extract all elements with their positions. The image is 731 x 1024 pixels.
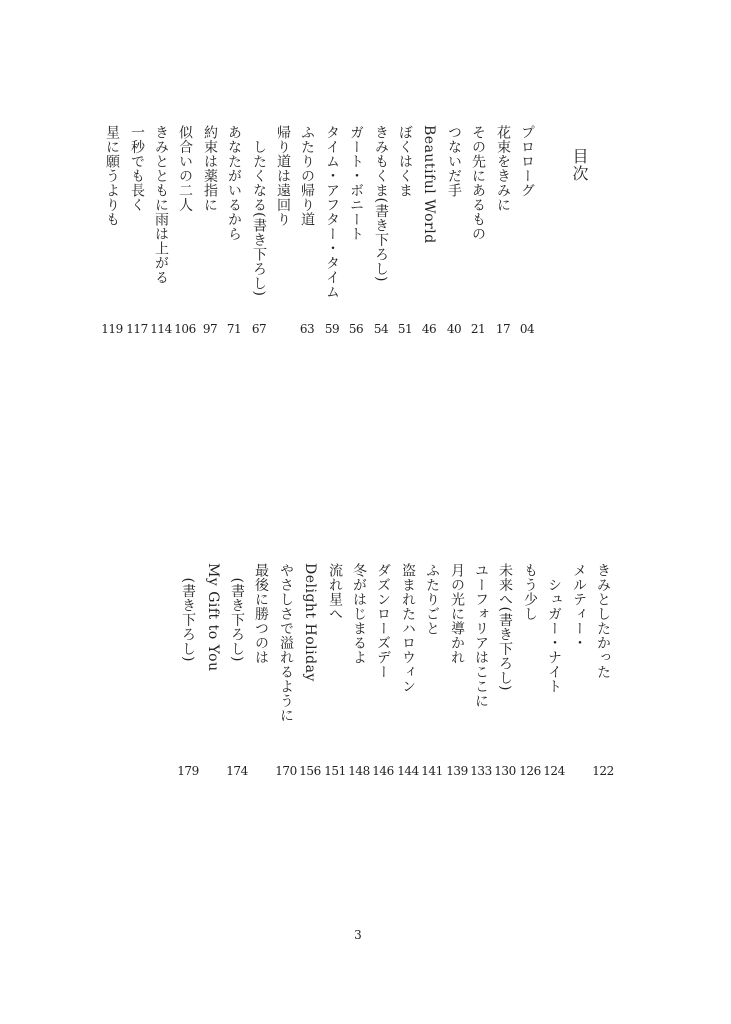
toc-entry-title: ぼくはくま	[397, 125, 413, 198]
toc-entry-page: 51	[397, 322, 413, 336]
toc-entry-title: ふたりごと	[424, 563, 440, 636]
toc-entry	[343, 125, 369, 342]
toc-entry-page: 67	[251, 322, 267, 336]
toc-entry-title: 未来へ(書き下ろし)	[497, 563, 513, 691]
toc-entry-page: 144	[397, 764, 419, 778]
toc-entry	[541, 563, 567, 784]
toc-entry-title: あなたがいるから	[226, 125, 242, 241]
toc-entry	[416, 125, 442, 342]
toc-entry-page: 179	[177, 764, 199, 778]
toc-entry-page: 126	[519, 764, 541, 778]
toc-entry	[294, 125, 320, 342]
toc-entry-title: 最後に勝つのは	[253, 563, 269, 665]
toc-entry	[124, 125, 150, 342]
toc-entry-page: 106	[174, 322, 196, 336]
toc-entry-title: プロローグ	[519, 125, 535, 198]
toc-entry-page: 139	[446, 764, 468, 778]
toc-entry	[514, 125, 540, 342]
toc-entry-page: 21	[470, 322, 486, 336]
toc-entry-page: 146	[372, 764, 394, 778]
toc-entry-title: 盗まれたハロウィン	[400, 563, 416, 694]
toc-entry-title: シュガー・ナイト	[546, 563, 562, 694]
toc-entry	[175, 563, 201, 784]
toc-entry-title: 冬がはじまるよ	[351, 563, 367, 665]
toc-entry-page: 56	[348, 322, 364, 336]
toc-entry-page: 119	[101, 322, 123, 336]
toc-entry	[444, 563, 470, 784]
toc-entry	[297, 563, 323, 784]
toc-entry-title: 月の光に導かれ	[449, 563, 465, 665]
toc-entry	[370, 563, 396, 784]
toc-entry-title: きみとしたかった	[595, 563, 611, 679]
toc-heading: 目次	[570, 148, 589, 182]
toc-entry-title: したくなる(書き下ろし)	[251, 125, 267, 297]
toc-entry	[395, 563, 421, 784]
toc-entry-title: メルティー・	[571, 563, 587, 650]
toc-entry	[441, 125, 467, 342]
toc-entry-title: (書き下ろし)	[180, 563, 196, 662]
toc-entry-page: 156	[299, 764, 321, 778]
toc-entry-title: 流れ星へ	[327, 563, 343, 621]
toc-entry	[419, 563, 445, 784]
toc-entry	[197, 125, 223, 342]
toc-entry-title: もう少し	[522, 563, 538, 621]
toc-entry-title: きみとともに雨は上がる	[153, 125, 169, 285]
toc-entry-page: 148	[348, 764, 370, 778]
toc-entry-page: 71	[226, 322, 242, 336]
toc-entry	[368, 125, 394, 342]
toc-entry-page: 04	[519, 322, 535, 336]
toc-entry-page: 130	[494, 764, 516, 778]
toc-entry-page: 40	[446, 322, 462, 336]
toc-entry	[224, 563, 250, 784]
toc-entry-page: 141	[421, 764, 443, 778]
toc-entry	[172, 125, 198, 342]
toc-entry-title: ユーフォリアはここに	[473, 563, 489, 708]
toc-entry-title: 星に願うよりも	[104, 125, 120, 227]
toc-entry	[566, 563, 592, 784]
toc-entry-title: My Gift to You	[205, 563, 221, 672]
toc-entry-page: 133	[470, 764, 492, 778]
toc-entry	[465, 125, 491, 342]
toc-entry-page: 46	[421, 322, 437, 336]
toc-entry	[492, 563, 518, 784]
toc-entry-title: 花束をきみに	[495, 125, 511, 212]
toc-entry-title: ダズンローズデー	[375, 563, 391, 679]
toc-entry-title: きみもくま(書き下ろし)	[373, 125, 389, 282]
toc-entry	[319, 125, 345, 342]
toc-entry-page: 170	[275, 764, 297, 778]
toc-entry-title: その先にあるもの	[470, 125, 486, 241]
toc-entry-title: ふたりの帰り道	[299, 125, 315, 227]
toc-entry-page: 151	[324, 764, 346, 778]
toc-entry-title: 約束は薬指に	[202, 125, 218, 212]
toc-entry	[248, 563, 274, 784]
toc-entry	[346, 563, 372, 784]
toc-entry-title: 一秒でも長く	[129, 125, 145, 212]
toc-entry-title: やさしさで溢れるように	[278, 563, 294, 723]
toc-entry-page: 114	[150, 322, 172, 336]
toc-entry-page: 63	[299, 322, 315, 336]
toc-entry	[517, 563, 543, 784]
toc-entry-title: 似合いの二人	[177, 125, 193, 212]
toc-entry	[468, 563, 494, 784]
toc-entry-title: 帰り道は遠回り	[275, 125, 291, 227]
toc-entry-title: つないだ手	[446, 125, 462, 198]
toc-entry-page: 59	[324, 322, 340, 336]
toc-entry-page: 54	[373, 322, 389, 336]
toc-entry	[590, 563, 616, 784]
toc-entry-page: 97	[202, 322, 218, 336]
toc-entry-page: 117	[126, 322, 148, 336]
toc-entry	[246, 125, 272, 342]
toc-entry-page: 124	[543, 764, 565, 778]
toc-entry-title: タイム・アフター・タイム	[324, 125, 340, 299]
toc-entry	[148, 125, 174, 342]
toc-entry-title: (書き下ろし)	[229, 563, 245, 662]
toc-entry-page: 17	[495, 322, 511, 336]
toc-entry	[273, 563, 299, 784]
toc-entry	[392, 125, 418, 342]
toc-entry	[99, 125, 125, 342]
toc-entry	[200, 563, 226, 784]
toc-entry-title: Delight Holiday	[302, 563, 318, 682]
toc-entry-page: 174	[226, 764, 248, 778]
toc-entry-title: Beautiful World	[421, 125, 437, 244]
toc-entry-page: 122	[592, 764, 614, 778]
toc-entry-title: ガート・ボニート	[348, 125, 364, 241]
toc-entry	[490, 125, 516, 342]
toc-entry	[322, 563, 348, 784]
page-number: 3	[354, 928, 362, 942]
toc-entry	[221, 125, 247, 342]
toc-entry	[270, 125, 296, 342]
